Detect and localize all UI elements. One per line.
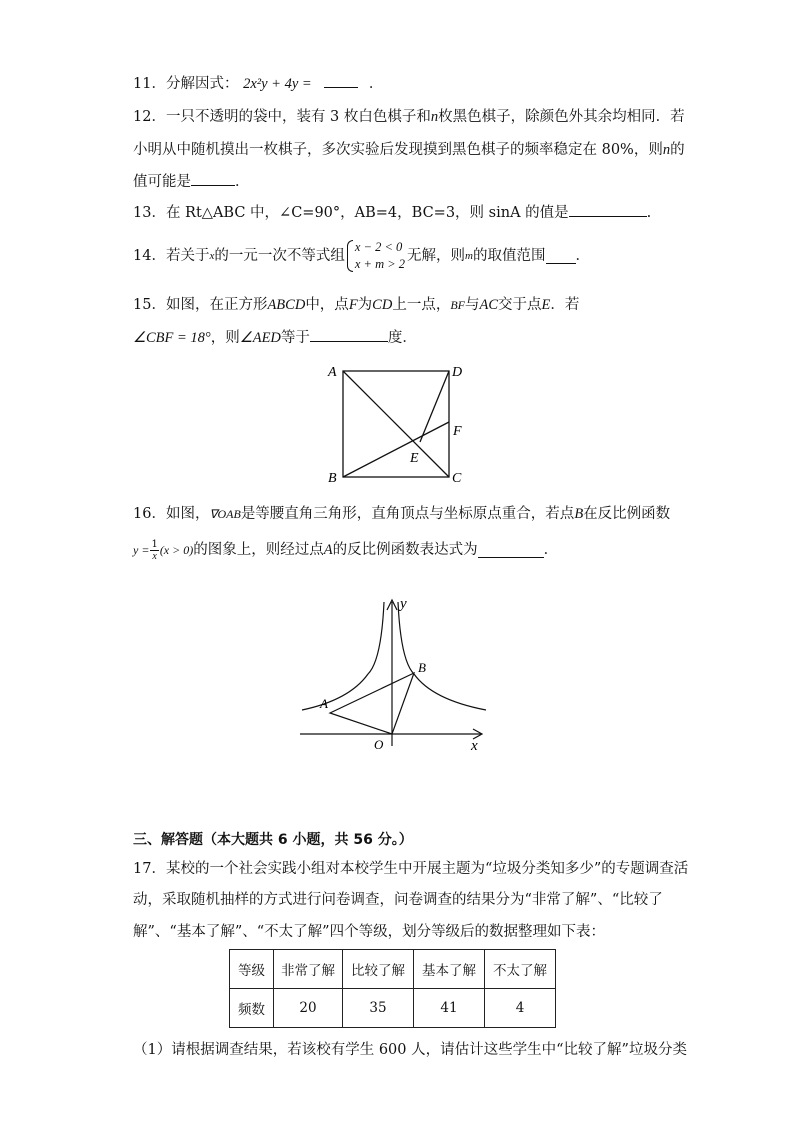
q16-text-c: 在反比例函数: [583, 506, 671, 522]
question-13: [133, 202, 651, 223]
q11-expression: 2x²y + 4y =: [243, 76, 312, 92]
hyperbola-figure: [296, 588, 496, 758]
fraction-numerator: 1: [151, 538, 158, 550]
inequality-1: x − 2 < 0: [354, 240, 403, 254]
label-e: E: [410, 451, 419, 466]
q16-fraction: [150, 539, 158, 562]
q12-text-b: 枚黑色棋子，除颜色外其余均相同．若: [438, 109, 685, 125]
q13-text: 13．在 Rt△ABC 中，∠C=90°，AB=4，BC=3，则 sinA 的值是: [133, 205, 569, 221]
diagonal-ac: [343, 371, 449, 477]
q14-text-b: 的一元一次不等式组: [214, 248, 345, 264]
section-3-title: [133, 830, 413, 850]
inequality-system: [347, 239, 405, 273]
table-header-cell: 基本了解: [414, 950, 485, 989]
square-figure: [320, 358, 480, 488]
answer-blank-14[interactable]: [546, 249, 576, 264]
q15-abcd: ABCD: [267, 297, 306, 313]
table-cell: 4: [485, 989, 556, 1028]
axis-label-y: y: [400, 596, 407, 612]
q14-text-c: 无解，则: [407, 248, 466, 264]
q12-text-a: 12．一只不透明的袋中，装有 3 枚白色棋子和: [133, 109, 431, 125]
q14-var-m: m: [465, 250, 473, 262]
question-12-line-3: [133, 171, 250, 192]
q16-end: ．: [543, 542, 559, 558]
question-17-sub-1: [133, 1040, 687, 1060]
question-12-line-1: [133, 107, 685, 127]
question-15-line-1: [133, 295, 579, 315]
table-cell: 20: [274, 989, 343, 1028]
q15-text-j: 等于: [280, 330, 310, 346]
q15-text-i: ，则: [210, 330, 240, 346]
question-14: [133, 236, 590, 276]
q15-text-d: 上一点，: [392, 297, 451, 313]
q15-text-b: 中，点: [305, 297, 349, 313]
triangle-oab: [330, 673, 414, 734]
frequency-table: [229, 949, 556, 1028]
q15-text-c: 为: [357, 297, 373, 313]
q15-aed: ∠AED: [239, 330, 281, 346]
answer-blank-15[interactable]: [310, 327, 388, 342]
label-b: B: [418, 660, 426, 675]
label-d: D: [452, 365, 463, 380]
q15-text-k: 度．: [387, 330, 417, 346]
label-o: O: [374, 737, 384, 752]
label-c: C: [452, 471, 462, 486]
q16-text-a: 16．如图，: [133, 506, 210, 522]
section-3-title-text: 三、解答题（本大题共 6 小题，共 56 分。）: [133, 832, 413, 848]
table-cell: 35: [343, 989, 414, 1028]
table-header-cell: 比较了解: [343, 950, 414, 989]
fraction-denominator: x: [152, 550, 157, 562]
q16-condition: (x > 0): [159, 543, 194, 557]
q14-end: ．: [575, 248, 590, 264]
q16-triangle: ∇OAB: [209, 507, 241, 521]
answer-blank-11[interactable]: [324, 73, 358, 88]
table-header-row: [230, 950, 556, 989]
label-a: A: [320, 696, 328, 711]
table-cell: 41: [414, 989, 485, 1028]
hyperbola-right-branch: [398, 602, 486, 710]
answer-blank-16[interactable]: [478, 543, 544, 558]
q12-text-c: 小明从中随机摸出一枚棋子，多次实验后发现摸到黑色棋子的频率稳定在 80%，则: [133, 142, 663, 158]
q15-f: F: [348, 297, 358, 313]
table-header-cell: 非常了解: [274, 950, 343, 989]
q15-text-h: ．若: [550, 297, 580, 313]
question-17-line-2: [133, 890, 663, 910]
question-15-line-2: [133, 327, 417, 348]
q15-cd: CD: [372, 297, 393, 313]
q12-var-n-2: n: [662, 142, 671, 158]
q12-end: ．: [235, 174, 250, 190]
q16-point-a: A: [323, 542, 333, 558]
q12-text-d: 的: [670, 142, 685, 158]
q14-text-a: 14．若关于: [133, 248, 210, 264]
q17-sub-1-text: （1）请根据调查结果，若该校有学生 600 人，请估计这些学生中“比较了解”垃圾分类: [133, 1042, 687, 1058]
q17-text-3: 解”、“基本了解”、“不太了解”四个等级，划分等级后的数据整理如下表：: [133, 924, 606, 940]
q16-y-eq: y =: [133, 543, 150, 557]
question-16-line-1: [133, 504, 670, 524]
table-row: [230, 989, 556, 1028]
question-17-line-1: [133, 859, 688, 879]
table-header-cell: 不太了解: [485, 950, 556, 989]
q13-end: .: [646, 205, 652, 221]
answer-blank-12[interactable]: [191, 171, 235, 186]
q17-text-2: 动，采取随机抽样的方式进行问卷调查，问卷调查的结果分为“非常了解”、“比较了: [133, 892, 663, 908]
segment-de: [420, 371, 449, 442]
question-12-line-2: [133, 140, 685, 160]
question-16-line-2: [133, 536, 558, 564]
q16-text-b: 是等腰直角三角形，直角顶点与坐标原点重合，若点: [240, 506, 575, 522]
segment-bf: [343, 422, 449, 477]
q16-text-e: 的反比例函数表达式为: [332, 542, 478, 558]
inequality-2: x + m > 2: [354, 257, 406, 271]
question-11: [133, 73, 383, 94]
q16-point-b: B: [574, 506, 584, 522]
q16-text-d: 的图象上，则经过点: [193, 542, 324, 558]
question-17-line-3: [133, 922, 605, 942]
q11-text: 11．分解因式：: [133, 76, 239, 92]
label-f: F: [453, 424, 462, 439]
answer-blank-13[interactable]: [569, 202, 647, 217]
axis-label-x: x: [471, 738, 478, 754]
q14-text-d: 的取值范围: [473, 248, 546, 264]
table-header-cell: 等级: [230, 950, 274, 989]
q17-text-1: 17．某校的一个社会实践小组对本校学生中开展主题为“垃圾分类知多少”的专题调查活: [133, 861, 689, 877]
q15-ac: AC: [479, 297, 499, 313]
q15-bf: BF: [450, 298, 465, 312]
q15-e: E: [541, 297, 551, 313]
q14-var-x: x: [209, 250, 215, 262]
label-a: A: [328, 365, 337, 380]
label-b: B: [328, 471, 337, 486]
q15-text-g: 交于点: [498, 297, 542, 313]
table-row-label: 频数: [230, 989, 274, 1028]
q15-angle: ∠CBF = 18°: [133, 330, 211, 346]
q12-text-e: 值可能是: [133, 174, 191, 190]
q11-end: ．: [368, 76, 384, 92]
q15-text-e: 与: [465, 297, 480, 313]
q12-var-n: n: [430, 109, 439, 125]
q15-text-a: 15．如图，在正方形: [133, 297, 268, 313]
